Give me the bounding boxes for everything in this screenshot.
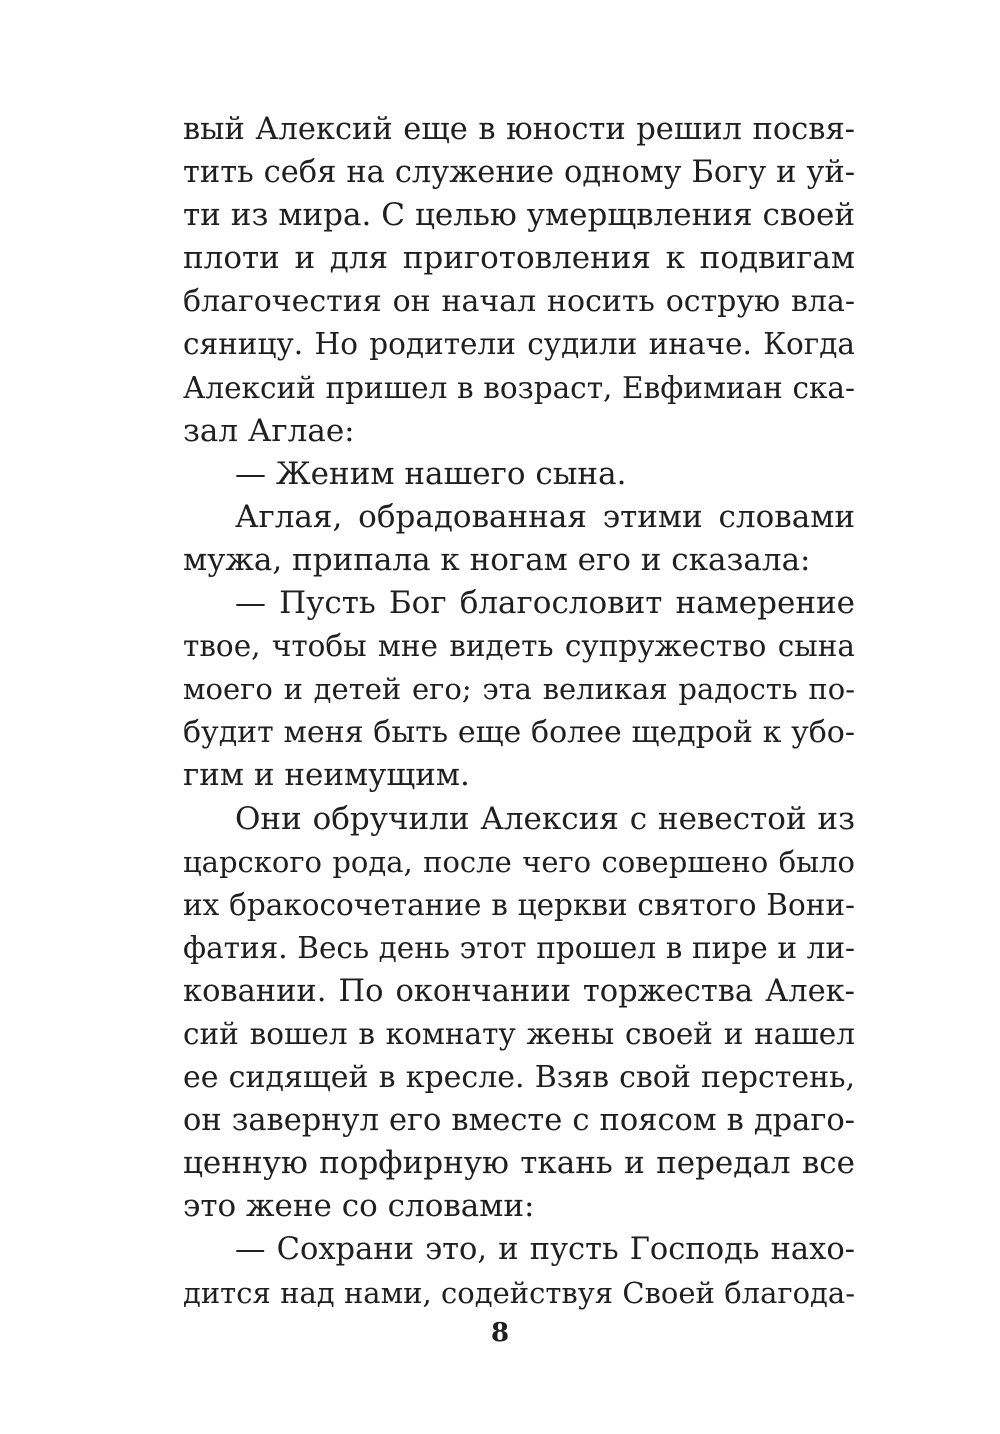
text-line: ковании. По окончании торжества Алек- — [183, 973, 855, 1009]
text-line: ее сидящей в кресле. Взяв свой перстень, — [183, 1060, 855, 1096]
text-line: мужа, припала к ногам его и сказала: — [183, 541, 811, 578]
text-line: Алексий пришел в возраст, Евфимиан ска- — [183, 370, 855, 405]
page-number: 8 — [490, 1318, 510, 1348]
text-line: это жене со словами: — [183, 1188, 535, 1225]
text-line: благочестия он начал носить острую вла- — [183, 284, 855, 320]
text-line: ти из мира. С целью умерщвления своей — [183, 197, 855, 234]
body-text — [183, 108, 855, 1315]
text-line: гим и неимущим. — [183, 757, 470, 794]
text-line: дится над нами, содействуя Своей благода- — [183, 1275, 855, 1310]
text-line: моего и детей его; эта великая радость по- — [183, 672, 855, 707]
text-line: — Женим нашего сына. — [235, 455, 627, 492]
text-line: царского рода, после чего совершено было — [183, 844, 855, 879]
text-line: тить себя на служение одному Богу и уй- — [183, 155, 855, 191]
text-line: Они обручили Алексия с невестой из — [235, 800, 855, 837]
text-line: твое, чтобы мне видеть супружество сына — [183, 629, 855, 664]
text-line: он завернул его вместе с поясом в драго- — [183, 1103, 855, 1139]
text-line: — Пусть Бог благословит намерение — [235, 585, 855, 622]
text-line: фатия. Весь день этот прошел в пире и ли- — [183, 930, 855, 965]
text-line: ценную порфирную ткань и передал все — [183, 1145, 855, 1182]
text-line: сий вошел в комнату жены своей и нашел — [183, 1016, 855, 1051]
text-line: плоти и для приготовления к подвигам — [183, 240, 855, 277]
text-line: — Сохрани это, и пусть Господь нахо- — [235, 1232, 855, 1268]
text-line: зал Аглае: — [183, 412, 355, 449]
text-line: будит меня быть еще более щедрой к убо- — [183, 715, 855, 751]
text-line: Аглая, обрадованная этими словами — [235, 498, 855, 535]
text-line: их бракосочетание в церкви святого Вони- — [183, 887, 855, 922]
text-line: сяницу. Но родители судили иначе. Когда — [183, 327, 855, 362]
text-line: вый Алексий еще в юности решил посвя- — [183, 112, 855, 147]
